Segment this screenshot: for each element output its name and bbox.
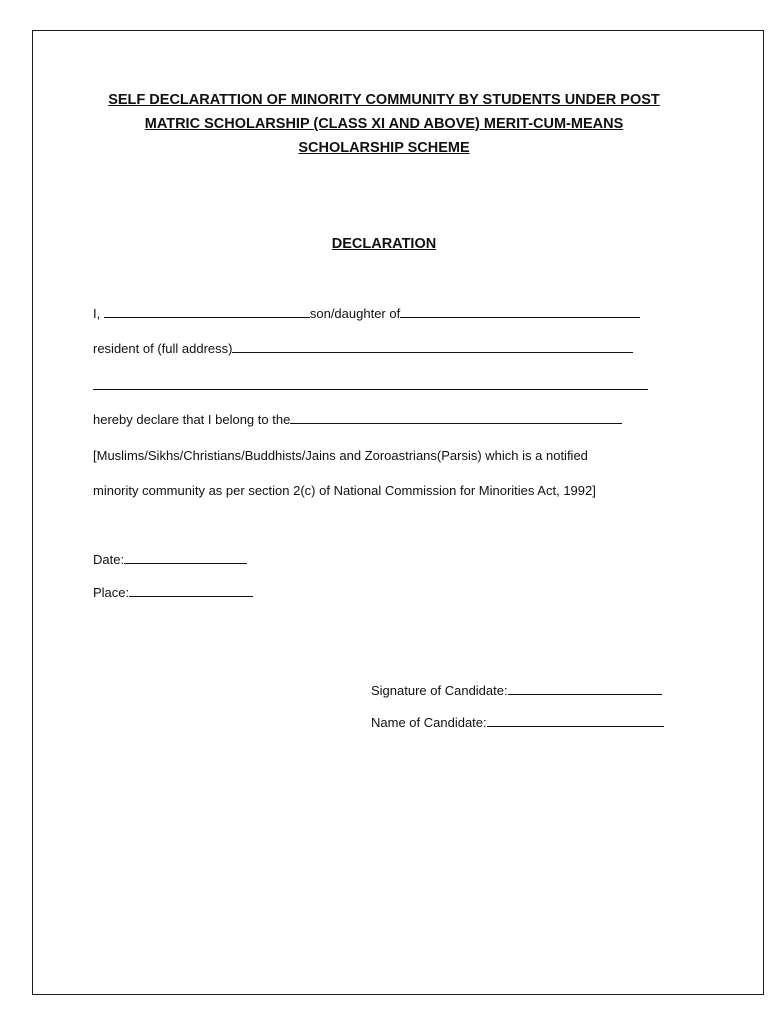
parent-name-blank[interactable] — [400, 305, 640, 318]
place-label: Place: — [93, 585, 130, 600]
date-blank[interactable] — [124, 551, 247, 564]
title-line-2: MATRIC SCHOLARSHIP (CLASS XI AND ABOVE) MERIT-CUM-MEANS — [144, 116, 624, 132]
place-blank[interactable] — [129, 584, 253, 597]
page-border — [32, 30, 764, 995]
address-continuation-blank[interactable] — [93, 377, 648, 390]
document-title — [60, 88, 708, 160]
address-line — [93, 340, 633, 358]
title-line-1: SELF DECLARATTION OF MINORITY COMMUNITY BY STUDENTS UNDER POST — [108, 92, 660, 108]
name-prefix: I, — [93, 306, 101, 321]
name-blank[interactable] — [104, 305, 310, 318]
title-line-3: SCHOLARSHIP SCHEME — [298, 140, 470, 156]
name-line — [93, 305, 640, 323]
relation-label: son/daughter of — [309, 306, 401, 321]
community-list-line: [Muslims/Sikhs/Christians/Buddhists/Jains and Zoroastrians(Parsis) which is a notified — [93, 448, 588, 463]
signature-blank[interactable] — [508, 682, 662, 695]
community-line — [93, 411, 622, 429]
place-line — [93, 584, 253, 602]
candidate-name-line — [371, 714, 664, 732]
date-line — [93, 551, 247, 569]
address-continuation-line — [93, 377, 648, 395]
signature-line — [371, 682, 662, 700]
date-label: Date: — [93, 552, 125, 567]
address-blank[interactable] — [232, 340, 633, 353]
candidate-name-blank[interactable] — [487, 714, 664, 727]
candidate-name-label: Name of Candidate: — [371, 715, 487, 730]
community-blank[interactable] — [290, 411, 622, 424]
declaration-heading: DECLARATION — [331, 236, 437, 252]
act-reference-line: minority community as per section 2(c) of National Commission for Minorities Act, 1992] — [93, 483, 596, 498]
signature-label: Signature of Candidate: — [371, 683, 508, 698]
community-label: hereby declare that I belong to the — [93, 412, 291, 427]
address-label: resident of (full address) — [93, 341, 233, 356]
